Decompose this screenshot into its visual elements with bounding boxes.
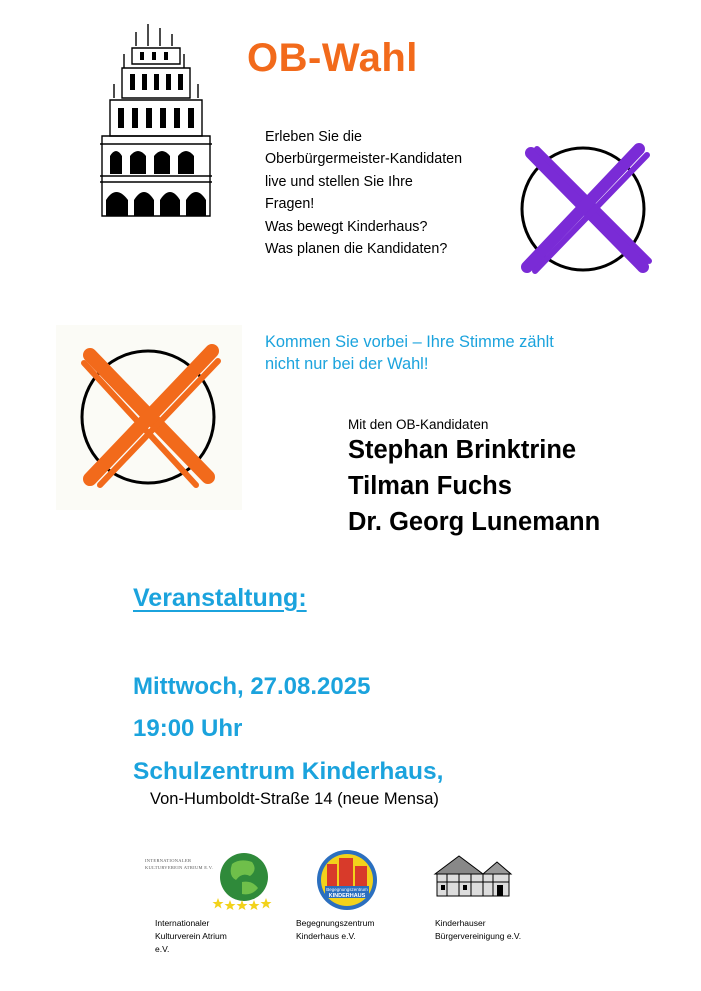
- intro-line: Oberbürgermeister-Kandidaten: [265, 151, 463, 168]
- purple-ballot-cross-icon: [517, 143, 657, 275]
- sponsor-label: Kinderhauser Bürgervereinigung e.V.: [435, 918, 522, 941]
- sponsor-label: Begegnungszentrum Kinderhaus e.V.: [296, 918, 375, 941]
- atrium-logo-text: INTERNATIONALER KULTURVEREIN ATRIUM E.V.: [145, 858, 214, 870]
- page-title: OB-Wahl: [247, 36, 418, 80]
- intro-text: [265, 126, 462, 260]
- invitation-text: [265, 331, 554, 375]
- candidate-name: Dr. Georg Lunemann: [348, 508, 601, 536]
- invite-line: Kommen Sie vorbei – Ihre Stimme zählt: [265, 333, 554, 351]
- house-logo: [433, 852, 513, 900]
- orange-ballot-cross-box: [56, 325, 242, 510]
- sponsor-label: Internationaler Kulturverein Atrium e.V.: [155, 918, 227, 954]
- candidate-name: Tilman Fuchs: [348, 472, 512, 500]
- intro-line: Was bewegt Kinderhaus?: [265, 218, 428, 235]
- svg-text:Begegnungszentrum: Begegnungszentrum: [326, 887, 368, 892]
- orange-ballot-cross-icon: [56, 325, 242, 510]
- event-time: 19:00 Uhr: [133, 715, 243, 742]
- event-heading: Veranstaltung:: [133, 584, 307, 612]
- event-date: Mittwoch, 27.08.2025: [133, 673, 371, 700]
- candidate-list: [348, 432, 600, 540]
- candidates-label: Mit den OB-Kandidaten: [348, 417, 489, 432]
- intro-line: Fragen!: [265, 196, 315, 213]
- invite-line: nicht nur bei der Wahl!: [265, 355, 429, 373]
- event-venue: Schulzentrum Kinderhaus,: [133, 758, 444, 785]
- intro-line: Erleben Sie die: [265, 129, 362, 145]
- intro-line: live und stellen Sie Ihre: [265, 173, 413, 190]
- candidate-name: Stephan Brinktrine: [348, 436, 577, 464]
- atrium-globe-logo: [212, 850, 274, 910]
- kinderhaus-logo: [315, 848, 379, 912]
- svg-text:KINDERHAUS: KINDERHAUS: [328, 893, 366, 899]
- town-hall-icon: [96, 24, 216, 222]
- event-address: Von-Humboldt-Straße 14 (neue Mensa): [150, 790, 439, 808]
- intro-line: Was planen die Kandidaten?: [265, 241, 448, 258]
